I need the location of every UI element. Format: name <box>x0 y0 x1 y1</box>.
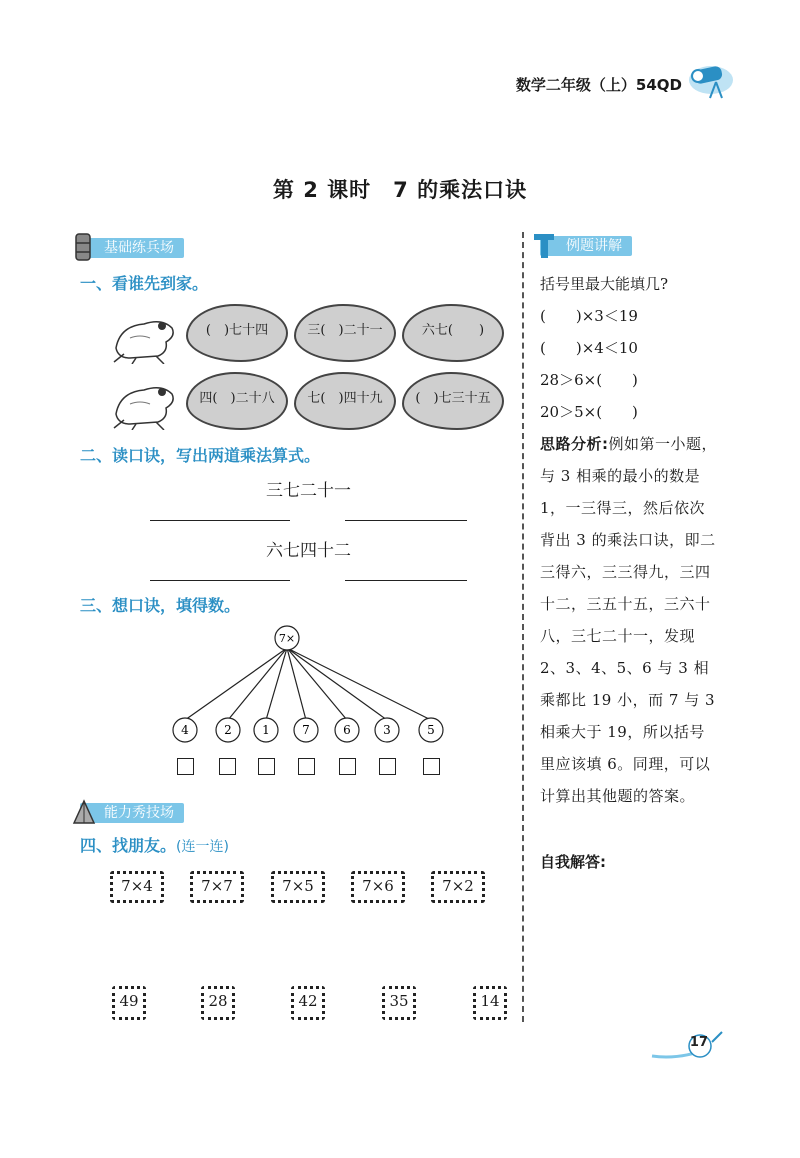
example-item: ( )×3＜19 <box>540 307 638 325</box>
number-label: 1 <box>262 723 270 737</box>
lesson-title: 第 2 课时 7 的乘法口诀 <box>272 178 528 202</box>
q4-note: (连一连) <box>176 839 229 855</box>
number-label: 4 <box>181 723 189 737</box>
header-text: 数学二年级（上）54QD <box>515 76 682 94</box>
example-question: 括号里最大能填几? <box>540 275 669 293</box>
number-label: 2 <box>224 723 232 737</box>
answer-box[interactable] <box>219 758 236 775</box>
analysis-block <box>540 428 720 812</box>
product-card[interactable]: 42 <box>291 986 325 1020</box>
lily-pad: ( )七十四 <box>186 304 288 362</box>
q4-title-text: 四、找朋友。 <box>80 836 177 855</box>
example-item: 28＞6×( ) <box>540 371 638 389</box>
number-label: 6 <box>343 723 351 737</box>
answer-box[interactable] <box>423 758 440 775</box>
product-card[interactable]: 35 <box>382 986 416 1020</box>
expression-card[interactable]: 7×5 <box>271 871 325 903</box>
expression-card[interactable]: 7×6 <box>351 871 405 903</box>
q3-title: 三、想口诀，填得数。 <box>80 596 241 615</box>
oral-formula: 三七二十一 <box>266 481 351 501</box>
answer-blank[interactable] <box>150 580 290 581</box>
example-banner-label: 例题讲解 <box>566 238 622 254</box>
section-banner-basic <box>80 238 184 258</box>
number-label: 3 <box>383 723 391 737</box>
number-label: 7 <box>302 723 310 737</box>
product-card[interactable]: 14 <box>473 986 507 1020</box>
expression-card[interactable]: 7×7 <box>190 871 244 903</box>
section-banner-ability <box>80 803 184 823</box>
example-item: ( )×4＜10 <box>540 339 638 357</box>
answer-blank[interactable] <box>150 520 290 521</box>
lily-pad: 七( )四十九 <box>294 372 396 430</box>
answer-blank[interactable] <box>345 580 467 581</box>
product-card[interactable]: 49 <box>112 986 146 1020</box>
q2-title: 二、读口诀，写出两道乘法算式。 <box>80 446 321 465</box>
analysis-text: 例如第一小题，与 3 相乘的最小的数是 1，一三得三，然后依次背出 3 的乘法口诀，即二三得六，三三得九，三四十二，三五十五，三六十八，三七二十一，发现 2、3、4、5、6 与 3 相乘都比 19 小，而 7 与 3 相乘大于 19，所以括号里应该填 6。同理，可以计算出其他题的答案。 <box>540 435 718 805</box>
frog-icon-2 <box>110 374 180 430</box>
q1-title: 一、看谁先到家。 <box>80 274 209 293</box>
telescope-icon <box>686 58 736 102</box>
answer-blank[interactable] <box>345 520 467 521</box>
q4-title <box>80 833 229 856</box>
example-item: 20＞5×( ) <box>540 403 638 421</box>
number-label: 5 <box>427 723 435 737</box>
answer-box[interactable] <box>177 758 194 775</box>
page-number: 17 <box>689 1035 708 1050</box>
example-banner <box>540 236 632 256</box>
root-label: 7× <box>278 632 296 645</box>
bamboo-icon <box>72 232 96 262</box>
expression-card[interactable]: 7×2 <box>431 871 485 903</box>
section-basic-label: 基础练兵场 <box>104 240 174 256</box>
column-divider <box>522 232 524 1022</box>
answer-box[interactable] <box>379 758 396 775</box>
t-letter-icon <box>532 230 556 260</box>
lily-pad: ( )七三十五 <box>402 372 504 430</box>
section-ability-label: 能力秀技场 <box>104 805 174 821</box>
expression-card[interactable]: 7×4 <box>110 871 164 903</box>
lily-pad: 四( )二十八 <box>186 372 288 430</box>
lily-pad: 六七( ) <box>402 304 504 362</box>
lily-pad: 三( )二十一 <box>294 304 396 362</box>
answer-box[interactable] <box>298 758 315 775</box>
answer-box[interactable] <box>258 758 275 775</box>
oral-formula: 六七四十二 <box>266 541 351 561</box>
product-card[interactable]: 28 <box>201 986 235 1020</box>
multiplication-tree <box>160 620 460 780</box>
frog-icon <box>110 308 180 364</box>
answer-box[interactable] <box>339 758 356 775</box>
tent-icon <box>72 797 96 827</box>
analysis-label: 思路分析: <box>540 435 609 453</box>
self-answer-label: 自我解答: <box>540 853 606 871</box>
